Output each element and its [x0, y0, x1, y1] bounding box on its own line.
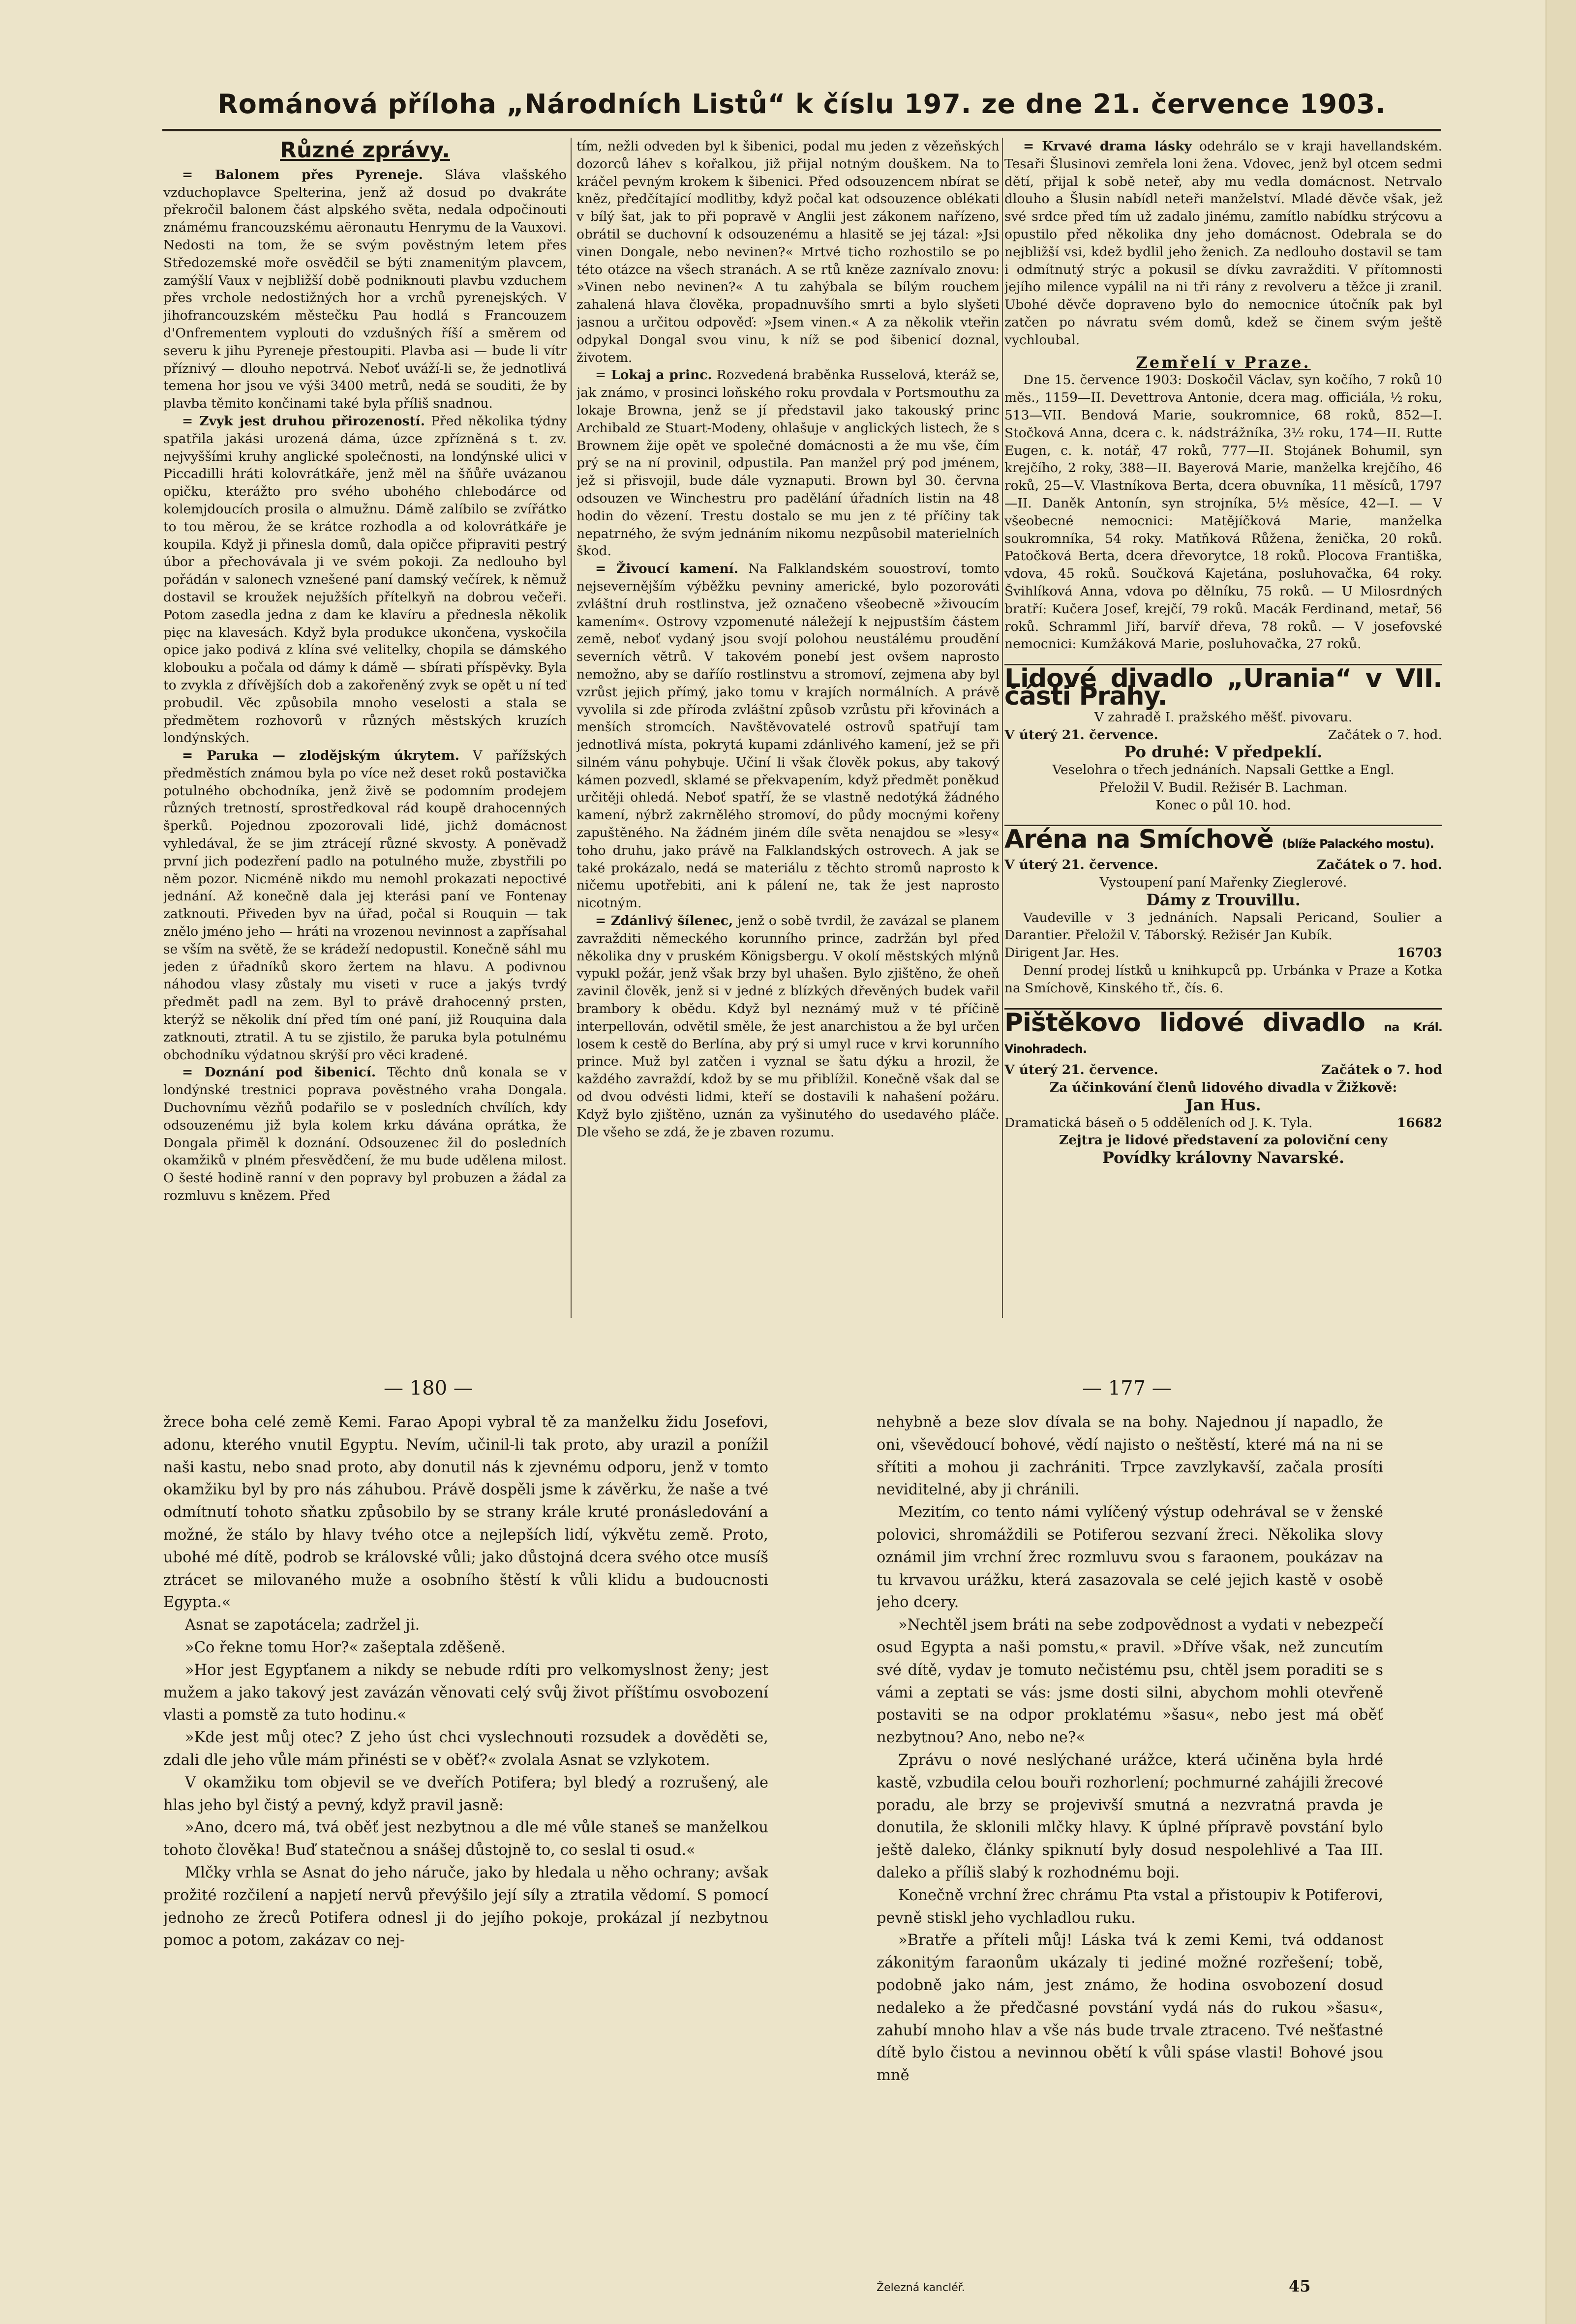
novel-paragraph: »Ano, dcero má, tvá oběť jest nezbytnou a dle mé vůle staneš se manželkou tohoto člověka! Buď statečnou a snášej důstojně to, co seslal ti osud.«: [163, 1819, 768, 1859]
article-headline: = Paruka — zlodějským úkrytem.: [182, 748, 459, 764]
article-text: Sláva vlašského vzduchoplavce Spelterina, jenž až dosud po dvakráte překročil balonem část alpského světa, nedala odpočinouti známému francouzskému aëronautu Henrymu de la Vauxovi. Nedosti na tom, že se svým pověstným letem přes Středozemské moře osvědčil se býti znamenitým plavcem, zamýšlí Vaux v nejbližší době podniknouti plavbu vzduchem přes vrchole nedostižných hor a vrchů pyrenejských. V jihofrancouzském městečku Pau hodlá s Francouzem d'Onfrementem vyplouti do vzdušných říší a směrem od severu k jihu Pyreneje přestoupiti. Plavba asi — bude li vítr příznivý — dlouho nepotrvá. Neboť uváží-li se, že jednotlivá temena hor jsou ve výši 3400 metrů, nedá se souditi, že by plavba těmito končinami také byla příliš snadnou.: [163, 167, 567, 412]
pistek-ad-number: 16682: [1396, 1115, 1442, 1131]
article-text: V pařížských předměstích známou byla po více než deset roků postavička potulného obchodníka, jenž živě se podomním prodejem různých tretností, sprostředkoval rád koupě drahocenných šperků. Pojednou zpozorovali lidé, jichž domácnost vyhledával, že se jim ztrácejí různé skvosty. A poněvadž první jich podezření padlo na potulného muže, zbystřili po něm pozor. Nicméně nikdo mu nemohl prokazati nepoctivé jednání. Až konečně dala jej kterási paní ve Fontenay zatknouti. Přiveden byv na úřad, počal si Rouquin — tak znělo jméno jeho — hráti na vrozenou nevinnost a zapřísahal se vším na světě, že se krádeží nedopustil. Konečně sáhl mu jeden z úřadníků skoro žertem na hlavu. A podivnou náhodou vlasy zůstaly mu viseti v ruce a jakýs tvrdý předmět padl na zem. Byl to právě drahocenný prsten, kterýž se několik dní před tím oné paní, již Rouquina dala zatknouti, ztratil. A tu se zjistilo, že paruka byla potulnému obchodníku výdatnou skrýší pro věci kradené.: [163, 748, 567, 1063]
article-headline: = Zvyk jest druhou přirozeností.: [182, 413, 425, 429]
article-headline: = Zdánlivý šílenec,: [595, 913, 733, 929]
article-doznani: [163, 1064, 567, 1204]
article-text: tím, nežli odveden byl k šibenici, podal mu jeden z vězeňských dozorců láhev s kořalkou, již přijal notným douškem. Na to kráčel pevným krokem k šibenici. Před odsouzencem nbírat se kněz, předčítající modlitby, když počal kat odsouzence oblékati v bílý šat, jak to při popravě v Anglii jest zákonem nařízeno, obrátil se duchovní k odsouzenému a hlasitě se jej tázal: »Jsi vinen Dongale, nebo nevinen?« Mrtvé ticho rozhostilo se po této otázce na všech stranách. A se rtů kněze zaznívalo znovu: »Vinen nebo nevinen?« A tu zahýbala se bílým rouchem zahalená hlava člověka, propadnuvšího smrti a bylo slyšeti jasnou a určitou odpověď: »Jsem vinen.« A za několik vteřin odpykal Dongal svou vinu, k níž se pod šibenicí doznal, životem.: [576, 139, 1000, 365]
arena-play: Dámy z Trouvillu.: [1146, 890, 1301, 909]
article-paruka: [163, 747, 567, 1064]
article-headline: = Lokaj a princ.: [595, 367, 712, 383]
arena-schedule: [1004, 856, 1442, 874]
article-text: Těchto dnů konala se v londýnské trestnici poprava pověstného vraha Dongala. Duchovnímu vězňů podařilo se v posledních chvílích, kdy odsouzenému již byla kolem krku dávána oprátka, že Dongala přiměl k doznání. Odsouzenec žil do posledních okamžiků v plném přesvědčení, že mu bude udělena milost. O šesté hodině ranní v den popravy byl probuzen a žádal za rozmluvu s knězem. Před: [163, 1065, 567, 1204]
urania-credits: Přeložil V. Budil. Režisér B. Lachman.: [1099, 779, 1348, 795]
masthead-rule: [162, 129, 1441, 131]
urania-schedule: [1004, 726, 1442, 744]
article-headline: = Doznání pod šibenicí.: [182, 1065, 376, 1080]
article-balonem: [163, 166, 567, 413]
arena-tickets: Denní prodej lístků u knihkupců pp. Urbánka v Praze a Kotka na Smíchově, Kinského tř., čís. 6.: [1004, 963, 1442, 996]
novel-paragraph: »Kde jest můj otec? Z jeho úst chci vyslechnouti rozsudek a dověděti se, zdali dle jeho vůle mám přinésti se v oběť?« zvolala Asnat se vzlykotem.: [163, 1729, 768, 1769]
urania-play: Po druhé: V předpeklí.: [1124, 743, 1323, 762]
article-text: jenž o sobě tvrdil, že zavázal se planem zavražditi německého korunního prince, zadržán byl před několika dny v pruském Königsbergu. V okolí městských mlýnů vypukl požár, jenž však brzy byl uhašen. Bylo zjištěno, že oheň zavinil člověk, jenž si v jedné z blízkých dřevěných budek vařil brambory k obědu. Když byl neznámý muž v té příčině interpellován, odvětil směle, že jest anarchistou a že byl určen losem k cestě do Berlína, aby prý si umyl ruce v krvi korunního prince. Muž byl zatčen i vyznal se šatu dýku a hrozil, že každého zavraždí, kdož by se mu přiblížil. Konečně však dal se od dvou odvésti lidmi, kteří se dostavili k nahašení požáru. Když bylo zjištěno, uznán za vyšinutého do usedavého pláče. Dle všeho se zdá, že je zbaven rozumu.: [576, 913, 1000, 1140]
novel-left-column: [163, 1411, 768, 2277]
novel-paragraph: žrece boha celé země Kemi. Farao Apopi vybral tě za manželku židu Josefovi, adonu, kterého vnutil Egyptu. Nevím, učinil-li tak proto, aby urazil a ponížil naši kastu, nebo snad proto, aby donutil nás k zjevnému odporu, jenž v tomto okamžiku byl by pro nás záhubou. Právě dospěli jsme k závěrku, že naše a tvé odmítnutí tohoto sňatku způsobilo by se strany krále kruté pronásledování a možné, že stálo by hlavy tvého otce a nejlepších lidí, výkvětu země. Proto, ubohé mé dítě, podrob se královské vůli; jako důstojná dcera svého otce musíš ztrácet se milovaného muže a osobního štěstí k vůli klidu a budoucnosti Egypta.«: [163, 1414, 768, 1611]
article-text: odehrálo se v kraji havellandském. Tesaři Šlusinovi zemřela loni žena. Vdovec, jenž byl otcem sedmi dětí, přijal k sobě neteř, aby mu vedla domácnost. Netrvalo dlouho a Šlusin nabídl neteři manželství. Mladé děvče však, jež své srdce před tím už zadalo jinému, zamítlo nabídku strýcovu a opustilo před několika dny jeho domácnost. Odebrala se do nejbližší vsi, kdež bydlil jeho ženich. Za nedlouho dostavil se tam i odmítnutý strýc a pokusil se dívku zavražditi. V přítomnosti jejího milence vypálil na ni tři rány z revolveru a těžce ji zranil. Ubohé děvče dopraveno bylo do nemocnice útočník pak byl zatčen po návratu svém domů, kdež se činem svým ještě vychloubal.: [1004, 139, 1442, 348]
novel-paragraph: Konečně vrchní žrec chrámu Pta vstal a přistoupiv k Potiferovi, pevně stiskl jeho vychladlou ruku.: [877, 1886, 1383, 1927]
pistek-cast: Za účinkování členů lidového divadla v Žižkově:: [1049, 1080, 1397, 1096]
article-zvyk: [163, 413, 567, 747]
pistek-schedule: [1004, 1061, 1442, 1079]
urania-venue: V zahradě I. pražského měšť. pivovaru.: [1094, 709, 1353, 725]
pistek-play: Jan Hus.: [1185, 1095, 1261, 1114]
arena-start: Začátek o 7. hod.: [1317, 857, 1442, 873]
article-doznani-cont: [576, 138, 1000, 366]
section-title: Různé zprávy.: [280, 138, 450, 163]
novel-paragraph: Asnat se zapotácela; zadržel ji.: [185, 1616, 420, 1634]
article-headline: = Krvavé drama lásky: [1023, 139, 1192, 154]
arena-desc: Vaudeville v 3 jednáních. Napsali Pericand, Soulier a Darantier. Přeložil V. Táborský. Režisér Jan Kubík.: [1004, 910, 1442, 943]
novel-paragraph: »Co řekne tomu Hor?« zašeptala zděšeně.: [185, 1639, 506, 1656]
article-silenec: [576, 912, 1000, 1141]
novel-paragraph: Zprávu o nové neslýchané urážce, která učiněna byla hrdé kastě, vzbudila celou bouři rozhorlení; pochmurné zahájili žrecové poradu, ale brzy se projevivší smutná a nezvratná pravda je donutila, že sklonili mlčky hlavy. K úplné přípravě povstání bylo ještě daleko, články spiknutí byly dosud nespolehlivé a Taa III. daleko a příliš slabý k rozhodnému boji.: [877, 1751, 1383, 1881]
arena-day: V úterý 21. července.: [1004, 857, 1158, 873]
article-text: Rozvedená braběnka Russelová, kteráž se, jak známo, v prosinci loňského roku provdala v Portsmouthu za lokaje Browna, jenž se jí představil jako takouský princ Archibald ze Stuart-Modeny, ohlašuje v anglických listech, že s Brownem žije opět ve společné domácnosti a že mu vše, čím prý se na ní provinil, odpustila. Pan manžel prý pod jménem, jež si přisvojil, bude dále vyznaputi. Brown byl 30. června odsouzen ve Winchestru pro padělání úřadních listin na 48 hodin do vězení. Trestu dostalo se mu jen z té příčiny tak nepatrného, že svým jednáním nikomu nezpůsobil materielních škod.: [576, 367, 1000, 559]
column-1: [163, 138, 567, 1328]
article-text: Na Falklandském souostroví, tomto nejsevernějším výběžku pevniny americké, bylo pozorováti zvláštní druh rostlinstva, jež označeno všeobecně »živoucím kamením«. Ostrovy vzpomenuté náležejí k nejpustším částem země, neboť vydaný jsou svojí polohou neustálému proudění severních větrů. V takovém ponebí jest ovšem naprosto nemožno, aby se daříío rostlinstvu a stromoví, zejmena aby byl vzrůst jejich přímý, jako tomu v krajích normálních. A právě vyvolila si zde příroda zvláštní způsob vzrůstu při křovinách a menších stromcích. Navštěvovatelé ostrovů spatřují tam jednotlivá místa, pokrytá kupami zdánlivého kamení, jež se při silném vánu pohybuje. Učiní li však člověk pokus, aby takový kámen pozvedl, sklamé se překvapením, když předmět poněkud určitěji ohledá. Neboť spatří, že se vlastně nedotýká žádného kamení, nýbrž zakrnělého stromoví, do půdy mocnými kořeny zapuštěného. Na žádném jiném díle světa nenajdou se »lesy« toho druhu, jako právě na Falklandských ostrovech. A jak se také prokázalo, nedá se materiálu z těchto stromů naprosto k ničemu upotřebiti, ani k pálení ne, tak že jest naprosto nicotným.: [576, 561, 1000, 911]
pistek-tomorrow-play: Povídky královny Navarské.: [1102, 1148, 1345, 1167]
pistek-desc: [1004, 1114, 1442, 1132]
arena-note: (blíže Palackého mostu).: [1281, 837, 1434, 851]
footnote: Železná kancléř.: [877, 2282, 965, 2294]
urania-desc: Veselohra o třech jednáních. Napsali Gettke a Engl.: [1052, 762, 1394, 778]
leaf-number: 45: [1289, 2277, 1311, 2295]
novel-paragraph: »Bratře a příteli můj! Láska tvá k zemi Kemi, tvá oddanost zákonitým faraonům ukázaly ti jediné možné rozřešení; tobě, podobně jako nám, jest známo, že hodina osvobození dosud nedaleko a že předčasné povstání vydá nás do rukou »šasu«, zahubí mnoho hlav a vše nás bude trvale ztraceno. Tvé nešťastné dítě bylo čistou a nevinnou obětí k vůli spáse vlasti! Bohové jsou mně: [877, 1932, 1383, 2085]
column-divider: [1002, 138, 1003, 1318]
article-headline: = Balonem přes Pyreneje.: [182, 167, 423, 182]
column-divider: [571, 138, 572, 1318]
article-text: Před několika týdny spatřila jakási urozená dáma, úzce zpřízněná s t. zv. nejvyššími kruhy anglické společnosti, na londýnské ulici v Piccadilli hráti kolovrátkáře, jenž měl na šňůře uvázanou opičku, kterážto pro svého ubohého chlebodárce od kolemjdoucích prosila o almužnu. Dámě zalíbilo se zvířátko to tou měrou, že se krátce rozhodla a od kolovrátkáře je koupila. Když ji přinesla domů, dala opičce připraviti pestrý úbor a přechovávala ji ve svém pokoji. Za nedlouho byl pořádán v salonech vznešené paní damský večírek, k němuž dostavil se kroužek nejužších přítelkyň na dobrou večeři. Potom zasedla jedna z dam ke klavíru a přednesla několik pięc na klavesách. Když byla produkce ukončena, vyskočila opice jako podivá z klína své velitelky, chopila se dámského klobouku a počala od dámy k dámě — sbírati příspěvky. Byla to zvykla z dřívějších dob a zakořeněný zvyk se opět u ní teď probudil. Věc způsobila mnoho veselosti a stala se předmětem rozhovorů v různých městských kruzích londýnských.: [163, 413, 567, 746]
novel-paragraph: Mlčky vrhla se Asnat do jeho náruče, jako by hledala u něho ochrany; avšak prožité rozčilení a napjetí nervů převýšilo její síly a ztratila vědomí. S pomocí jednoho ze žreců Potifera odnesl ji do jejího pokoje, prokázal jí nezbytnou pomoc a potom, zakázav co nej-: [163, 1864, 768, 1949]
column-3: [1004, 138, 1442, 1328]
arena-conductor: [1004, 944, 1442, 962]
novel-paragraph: »Nechtěl jsem bráti na sebe zodpovědnost a vydati v nebezpečí osud Egypta a naši pomstu,« pravil. »Dříve však, než zuncutím své dítě, vydav je tomuto nečistému psu, chtěl jsem poraditi se s vámi a zeptati se vás: jsme dosti silni, abychom mohli otevřeně postaviti se na odpor proklatému »šasu«, nebo jest má oběť nezbytnou? Ano, nebo ne?«: [877, 1616, 1383, 1747]
pistek-start: Začátek o 7. hod: [1321, 1062, 1442, 1078]
novel-right-column: [877, 1411, 1383, 2277]
pistek-title: [1004, 1008, 1442, 1059]
column-2: [576, 138, 1000, 1328]
article-lokaj: [576, 366, 1000, 560]
urania-end: Konec o půl 10. hod.: [1155, 797, 1291, 813]
arena-ad-number: 16703: [1396, 945, 1442, 961]
novel-paragraph: V okamžiku tom objevil se ve dveřích Potifera; byl bledý a rozrušený, ale hlas jeho byl čistý a pevný, když pravil jasně:: [163, 1774, 768, 1814]
urania-start: Začátek o 7. hod.: [1328, 727, 1442, 743]
page-number-left: — 180 —: [384, 1377, 473, 1400]
arena-guest: Vystoupení paní Mařenky Zieglerové.: [1099, 875, 1347, 891]
masthead: Románová příloha „Národních Listů“ k číslu 197. ze dne 21. července 1903.: [217, 89, 1386, 119]
pistek-note: na Král. Vinohradech.: [1004, 1020, 1442, 1056]
pistek-day: V úterý 21. července.: [1004, 1062, 1158, 1078]
article-headline: = Živoucí kamení.: [595, 561, 739, 577]
pistek-desc-text: Dramatická báseň o 5 odděleních od J. K. Tyla.: [1004, 1115, 1313, 1131]
page-edge: [1546, 0, 1576, 2324]
pistek-name: Pištěkovo lidové divadlo: [1004, 1008, 1365, 1038]
arena-name: Aréna na Smíchově: [1004, 825, 1273, 855]
novel-paragraph: nehybně a beze slov dívala se na bohy. Najednou jí napadlo, že oni, vševědoucí bohové, vědí najisto o neštěstí, které má na ni se sřítiti a mohou ji zachrániti. Trpce zavzlykavší, začala prosíti neviditelné, aby ji chránili.: [877, 1414, 1383, 1499]
page-number-right: — 177 —: [1082, 1377, 1172, 1400]
urania-day: V úterý 21. července.: [1004, 727, 1158, 743]
novel-paragraph: Mezitím, co tento námi vylíčený výstup odehrával se v ženské polovici, shromáždili se Potiferou sezvaní žreci. Několika slovy oznámil jim vrchní žrec rozmluvu svou s faraonem, poukázav na tu krvavou urážku, která zasazovala se celé jejich kastě v osobě jeho dcery.: [877, 1504, 1383, 1611]
urania-title: Lidové divadlo „Urania“ v VII. části Prahy.: [1004, 664, 1442, 711]
novel-paragraph: »Hor jest Egypťanem a nikdy se nebude rdíti pro velkomyslnost ženy; jest mužem a jako takový jest zavázán věnovati celý svůj život příštímu osvobození vlasti a pomstě za tuto hodinu.«: [163, 1661, 768, 1724]
pistek-tomorrow: Zejtra je lidové představení za poloviční ceny: [1059, 1132, 1388, 1148]
article-krvave: [1004, 138, 1442, 349]
arena-conductor-name: Dirigent Jar. Hes.: [1004, 945, 1120, 961]
deaths-title: Zemřelí v Praze.: [1136, 353, 1311, 372]
deaths-list: Dne 15. července 1903: Doskočil Václav, syn kočího, 7 roků 10 měs., 1159—II. Devettrova Antonie, dcera mag. officiála, ½ roku, 513—VII. Bendová Marie, soukromnice, 68 roků, 852—I. Stočková Anna, dcera c. k. nádstrážníka, 3½ roku, 174—II. Rutte Eugen, c. k. notář, 47 roků, 777—II. Stojánek Bohumil, syn krejčího, 2 roky, 388—II. Bayerová Marie, manželka krejčího, 46 roků, 25—V. Vlastníkova Berta, dcera obuvníka, 11 měsíců, 1797—II. Daněk Antonín, syn strojníka, 5½ měsíce, 42—I. — V všeobecné nemocnici: Matějíčková Marie, manželka soukromníka, 54 roky. Matňková Růžena, ženička, 20 roků. Patočková Berta, dcera dřevorytce, 18 roků. Plocova Františka, vdova, 45 roků. Součková Kajetána, posluhovačka, 64 roky. Švihlíková Anna, vdova po dělníku, 75 roků. — U Milosrdných bratří: Kučera Josef, krejčí, 79 roků. Macák Ferdinand, metař, 56 roků. Schramml Jiří, barvíř dřeva, 78 roků. — V josefovské nemocnici: Kumžáková Marie, posluhovačka, 27 roků.: [1004, 372, 1442, 652]
arena-title: [1004, 825, 1442, 853]
article-kameni: [576, 560, 1000, 912]
